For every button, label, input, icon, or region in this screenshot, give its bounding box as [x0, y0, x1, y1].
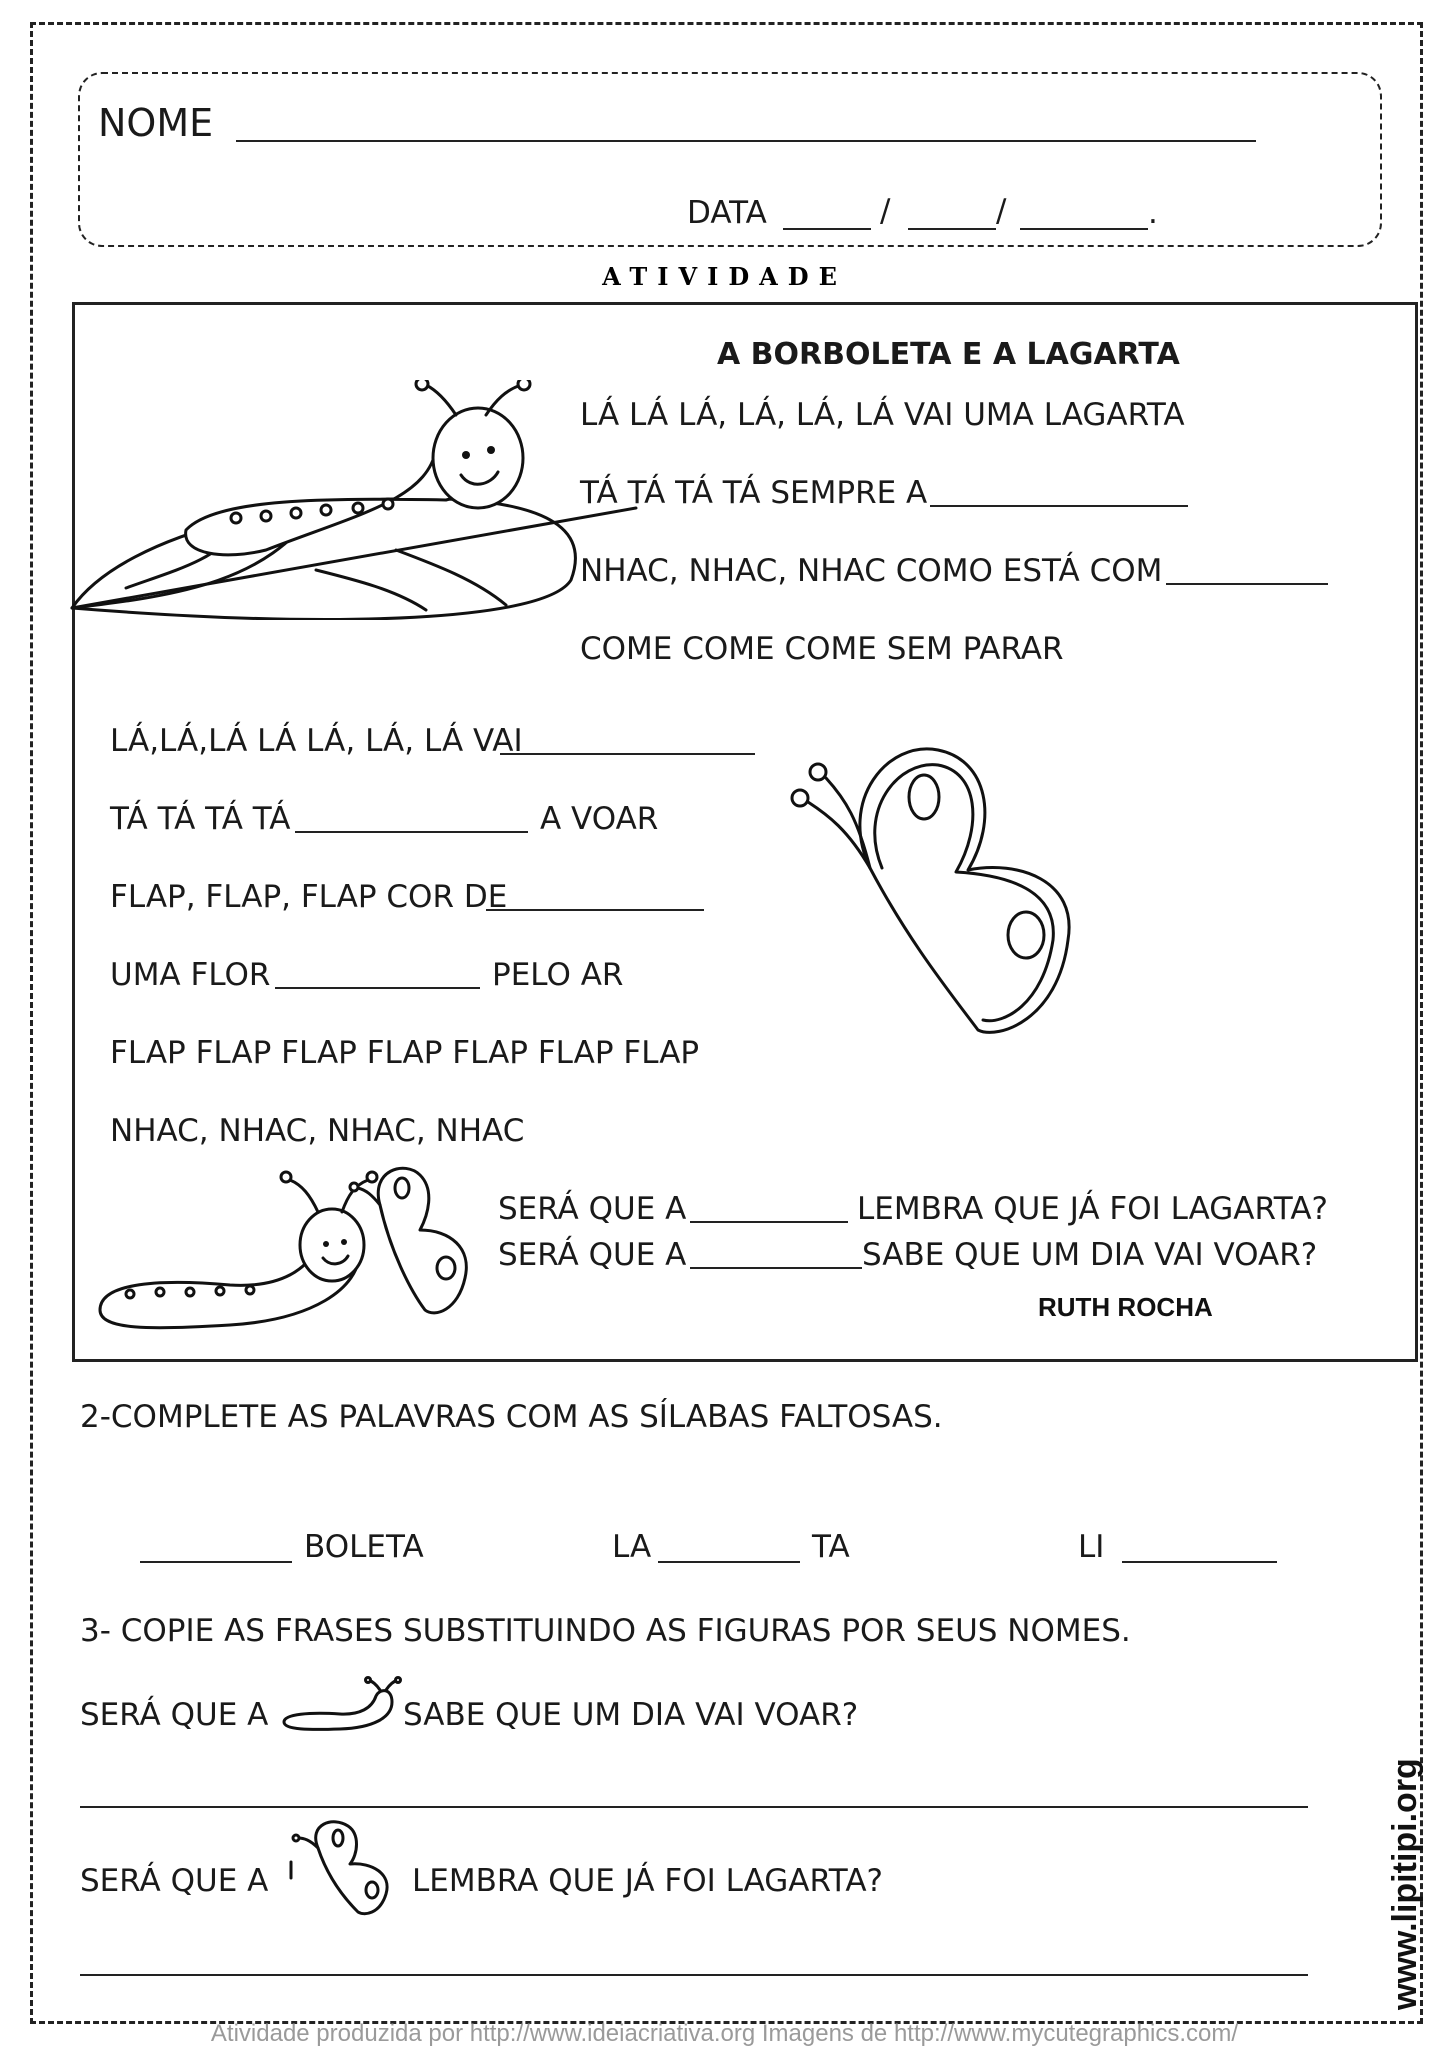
poem-line: LÁ,LÁ,LÁ LÁ LÁ, LÁ, LÁ VAI: [110, 723, 523, 759]
exercise2-title: 2-COMPLETE AS PALAVRAS COM AS SÍLABAS FALTOSAS.: [80, 1399, 943, 1435]
poem-blank[interactable]: [295, 831, 528, 833]
poem-line: LEMBRA QUE JÁ FOI LAGARTA?: [857, 1191, 1328, 1227]
exercise3-sentence1-suffix: SABE QUE UM DIA VAI VOAR?: [403, 1697, 859, 1733]
exercise2-word1: BOLETA: [304, 1529, 424, 1565]
caterpillar-icon: [280, 1676, 405, 1736]
exercise3-answer-line-1[interactable]: [80, 1806, 1308, 1808]
poem-blank[interactable]: [930, 505, 1188, 507]
poem-blank[interactable]: [690, 1267, 862, 1269]
poem-line: FLAP FLAP FLAP FLAP FLAP FLAP FLAP: [110, 1035, 700, 1071]
poem-blank[interactable]: [1166, 583, 1328, 585]
exercise3-sentence2-prefix: SERÁ QUE A: [80, 1863, 269, 1899]
exercise2-blank-1[interactable]: [140, 1561, 292, 1563]
exercise2-blank-2[interactable]: [658, 1561, 800, 1563]
poem-line: A VOAR: [540, 801, 659, 837]
date-year-field[interactable]: [1020, 228, 1148, 230]
exercise2-word3-prefix: LI: [1078, 1529, 1105, 1565]
butterfly-icon: [288, 1818, 398, 1916]
poem-blank[interactable]: [486, 909, 704, 911]
footer-credits: Atividade produzida por http://www.ideiacriativa.org Imagens de http://www.mycutegraphics.com/: [210, 2020, 1239, 2047]
date-day-field[interactable]: [783, 228, 871, 230]
poem-line: FLAP, FLAP, FLAP COR DE: [110, 879, 508, 915]
date-label: DATA: [687, 195, 767, 231]
poem-blank[interactable]: [690, 1221, 848, 1223]
date-separator: /: [880, 193, 891, 229]
poem-line: NHAC, NHAC, NHAC COMO ESTÁ COM: [580, 553, 1163, 589]
exercise3-sentence2-suffix: LEMBRA QUE JÁ FOI LAGARTA?: [412, 1863, 883, 1899]
name-label: NOME: [98, 101, 214, 145]
poem-line: LÁ LÁ LÁ, LÁ, LÁ, LÁ VAI UMA LAGARTA: [580, 397, 1185, 433]
name-field[interactable]: [236, 140, 1256, 142]
poem-line: UMA FLOR: [110, 957, 271, 993]
exercise3-sentence1-prefix: SERÁ QUE A: [80, 1697, 269, 1733]
exercise3-title: 3- COPIE AS FRASES SUBSTITUINDO AS FIGURAS POR SEUS NOMES.: [80, 1613, 1131, 1649]
date-separator: /: [996, 193, 1007, 229]
activity-label: ATIVIDADE: [602, 262, 847, 291]
site-url-vertical: www.lipitipi.org: [1386, 1758, 1424, 2010]
poem-line: PELO AR: [492, 957, 624, 993]
poem-blank[interactable]: [500, 753, 755, 755]
poem-line: COME COME COME SEM PARAR: [580, 631, 1064, 667]
butterfly-illustration: [778, 740, 1098, 1040]
date-end: .: [1148, 195, 1158, 231]
exercise2-blank-3[interactable]: [1122, 1561, 1277, 1563]
date-month-field[interactable]: [908, 228, 996, 230]
caterpillar-on-leaf-illustration: [66, 380, 666, 620]
poem-line: TÁ TÁ TÁ TÁ SEMPRE A: [580, 475, 928, 511]
poem-line: SERÁ QUE A: [498, 1237, 687, 1273]
poem-title: A BORBOLETA E A LAGARTA: [717, 337, 1180, 372]
exercise3-answer-line-2[interactable]: [80, 1974, 1308, 1976]
poem-line: TÁ TÁ TÁ TÁ: [110, 801, 291, 837]
poem-line: SERÁ QUE A: [498, 1191, 687, 1227]
exercise2-word2-prefix: LA: [612, 1529, 652, 1565]
exercise2-word2-suffix: TA: [812, 1529, 850, 1565]
poem-author: RUTH ROCHA: [1038, 1292, 1213, 1322]
caterpillar-butterfly-pair-illustration: [90, 1160, 490, 1340]
poem-blank[interactable]: [275, 987, 480, 989]
poem-line: SABE QUE UM DIA VAI VOAR?: [862, 1237, 1318, 1273]
poem-line: NHAC, NHAC, NHAC, NHAC: [110, 1113, 525, 1149]
